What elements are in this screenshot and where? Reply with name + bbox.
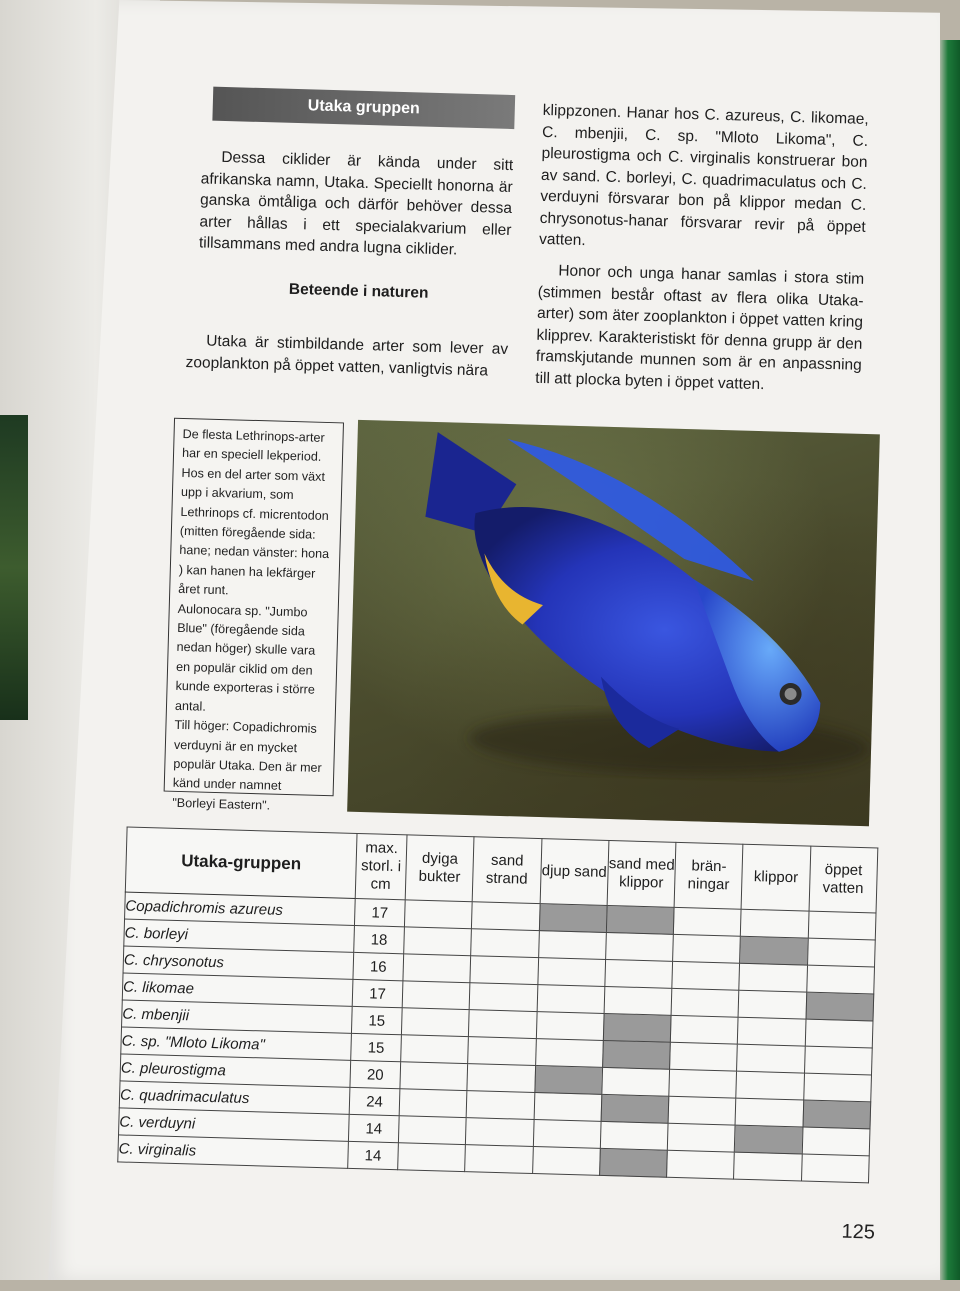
caption-paragraph-1: De flesta Lethrinops-arter har en speciell lekperiod. Hos en del arter som växt upp i akvarium, som Lethrinops cf. micrentodon (mitten föregående sida: hane; nedan vänster: hona ) kan hanen ha lekfärger året runt. (178, 426, 330, 598)
habitat-empty-cell (605, 959, 673, 988)
species-name-cell: C. quadrimaculatus (119, 1081, 350, 1114)
max-size-cell: 15 (351, 1006, 402, 1034)
habitat-table-container (117, 827, 878, 1188)
habitat-empty-cell (538, 931, 606, 960)
habitat-empty-cell (535, 1039, 603, 1068)
habitat-marked-cell (534, 1066, 602, 1095)
habitat-empty-cell (403, 954, 471, 983)
habitat-empty-cell (404, 927, 472, 956)
habitat-empty-cell (667, 1123, 735, 1152)
habitat-empty-cell (532, 1146, 600, 1175)
habitat-empty-cell (465, 1145, 533, 1174)
habitat-empty-cell (534, 1093, 602, 1122)
habitat-empty-cell (605, 932, 673, 961)
species-name-cell: C. pleurostigma (120, 1054, 351, 1087)
max-size-cell: 14 (348, 1114, 399, 1142)
habitat-empty-cell (737, 1044, 805, 1073)
habitat-empty-cell (673, 934, 741, 963)
habitat-marked-cell (740, 936, 808, 965)
habitat-empty-cell (467, 1064, 535, 1093)
habitat-empty-cell (673, 907, 741, 936)
caption-paragraph-2: Aulonocara sp. "Jumbo Blue" (föregående sida nedan höger) skulle vara en populär ciklid om den kunde exporteras i större antal. (174, 601, 316, 714)
habitat-empty-cell (399, 1089, 467, 1118)
max-size-cell: 17 (354, 898, 405, 926)
habitat-marked-cell (803, 1100, 871, 1129)
table-body (118, 892, 876, 1183)
habitat-empty-cell (741, 909, 809, 938)
habitat-empty-cell (669, 1069, 737, 1098)
habitat-marked-cell (735, 1125, 803, 1154)
species-name-cell: C. chrysonotus (123, 946, 354, 979)
habitat-empty-cell (807, 938, 875, 967)
section-heading: Utaka gruppen (212, 87, 515, 129)
habitat-empty-cell (471, 929, 539, 958)
habitat-empty-cell (667, 1150, 735, 1179)
habitat-empty-cell (735, 1098, 803, 1127)
habitat-empty-cell (469, 983, 537, 1012)
species-name-cell: C. mbenjii (122, 1000, 353, 1033)
species-name-cell: C. verduyni (119, 1108, 350, 1141)
max-size-cell: 20 (350, 1060, 401, 1088)
habitat-empty-cell (401, 1035, 469, 1064)
blue-cichlid-fish-image (347, 420, 880, 826)
max-size-cell: 16 (353, 952, 404, 980)
habitat-empty-cell (400, 1062, 468, 1091)
habitat-empty-cell (738, 990, 806, 1019)
max-size-cell: 14 (348, 1141, 399, 1169)
habitat-empty-cell (805, 1019, 873, 1048)
caption-paragraph-3: Till höger: Copadichromis verduyni är en mycket populär Utaka. Den är mer känd under namnet "Borleyi Eastern". (172, 717, 322, 813)
max-size-cell: 24 (349, 1087, 400, 1115)
habitat-empty-cell (468, 1037, 536, 1066)
species-name-cell: Copadichromis azureus (125, 892, 356, 925)
habitat-marked-cell (601, 1094, 669, 1123)
habitat-empty-cell (604, 986, 672, 1015)
habitat-empty-cell (602, 1067, 670, 1096)
habitat-marked-cell (599, 1148, 667, 1177)
habitat-empty-cell (470, 956, 538, 985)
max-size-cell: 17 (352, 979, 403, 1007)
habitat-empty-cell (536, 1012, 604, 1041)
size-column-header: max. storl. i cm (355, 833, 407, 899)
habitat-empty-cell (533, 1120, 601, 1149)
habitat-empty-cell (806, 965, 874, 994)
habitat-empty-cell (469, 1010, 537, 1039)
habitat-empty-cell (736, 1071, 804, 1100)
habitat-empty-cell (398, 1116, 466, 1145)
habitat-empty-cell (670, 1042, 738, 1071)
habitat-empty-cell (401, 1008, 469, 1037)
habitat-empty-cell (466, 1118, 534, 1147)
habitat-empty-cell (802, 1127, 870, 1156)
species-name-cell: C. likomae (122, 973, 353, 1006)
habitat-marked-cell (806, 992, 874, 1021)
behaviour-subheading: Beteende i naturen (288, 280, 429, 302)
habitat-header: djup sand (540, 839, 609, 906)
habitat-marked-cell (603, 1013, 671, 1042)
habitat-marked-cell (539, 904, 607, 933)
habitat-empty-cell (803, 1073, 871, 1102)
habitat-empty-cell (466, 1091, 534, 1120)
habitat-header: dyiga bukter (405, 835, 474, 902)
fish-photo (347, 420, 880, 826)
right-column-paragraph-2: Honor och unga hanar samlas i stora stim (stimmen består oftast av flera olika Utaka-arter) som äter zooplankton i öppet vatten kring klipprev. Karakteristiskt för denna grupp är den framskjutande munnen som är en anpassning till att plocka byten i öppet vatten. (535, 262, 865, 393)
habitat-empty-cell (739, 963, 807, 992)
habitat-empty-cell (398, 1143, 466, 1172)
habitat-header: brän-ningar (674, 842, 743, 909)
habitat-empty-cell (600, 1121, 668, 1150)
habitat-empty-cell (804, 1046, 872, 1075)
habitat-empty-cell (402, 981, 470, 1010)
habitat-empty-cell (734, 1152, 802, 1181)
habitat-empty-cell (801, 1154, 869, 1183)
species-name-cell: C. borleyi (124, 919, 355, 952)
table-title: Utaka-gruppen (125, 827, 357, 898)
habitat-header: öppet vatten (809, 846, 878, 913)
habitat-marked-cell (606, 905, 674, 934)
habitat-empty-cell (472, 902, 540, 931)
habitat-empty-cell (670, 1015, 738, 1044)
species-name-cell: C. sp. "Mloto Likoma" (121, 1027, 352, 1060)
habitat-empty-cell (404, 900, 472, 929)
right-column-paragraph-1: klippzonen. Hanar hos C. azureus, C. likomae, C. mbenjii, C. sp. "Mloto Likoma", C. pleurostigma och C. virginalis konstruerar bon av sand. C. borleyi, C. quadrimaculatus och C. verduyni försvarar bon på klippor medan C. chrysonotus-hanar försvarar revir på öppet vatten. (538, 101, 869, 250)
habitat-empty-cell (668, 1096, 736, 1125)
max-size-cell: 15 (351, 1033, 402, 1061)
photo-caption-box (164, 418, 344, 813)
habitat-empty-cell (808, 911, 876, 940)
max-size-cell: 18 (354, 925, 405, 953)
behaviour-paragraph: Utaka är stimbildande arter som lever av zooplankton på öppet vatten, vanligtvis nära (185, 332, 509, 379)
habitat-empty-cell (537, 985, 605, 1014)
habitat-empty-cell (537, 958, 605, 987)
habitat-header: sand strand (472, 837, 541, 904)
habitat-header: sand med klippor (607, 840, 676, 907)
habitat-header: klippor (741, 844, 810, 911)
intro-paragraph: Dessa ciklider är kända under sitt afrikanska namn, Utaka. Speciellt honorna är ganska ömtåliga och därför behöver dessa arter hållas i ett specialakvarium eller tillsammans med andra lugna ciklider. (198, 148, 514, 259)
habitat-table (117, 827, 878, 1184)
species-name-cell: C. virginalis (118, 1135, 349, 1168)
page-number: 125 (841, 1220, 876, 1244)
habitat-marked-cell (602, 1040, 670, 1069)
habitat-empty-cell (671, 988, 739, 1017)
habitat-empty-cell (672, 961, 740, 990)
habitat-empty-cell (738, 1017, 806, 1046)
